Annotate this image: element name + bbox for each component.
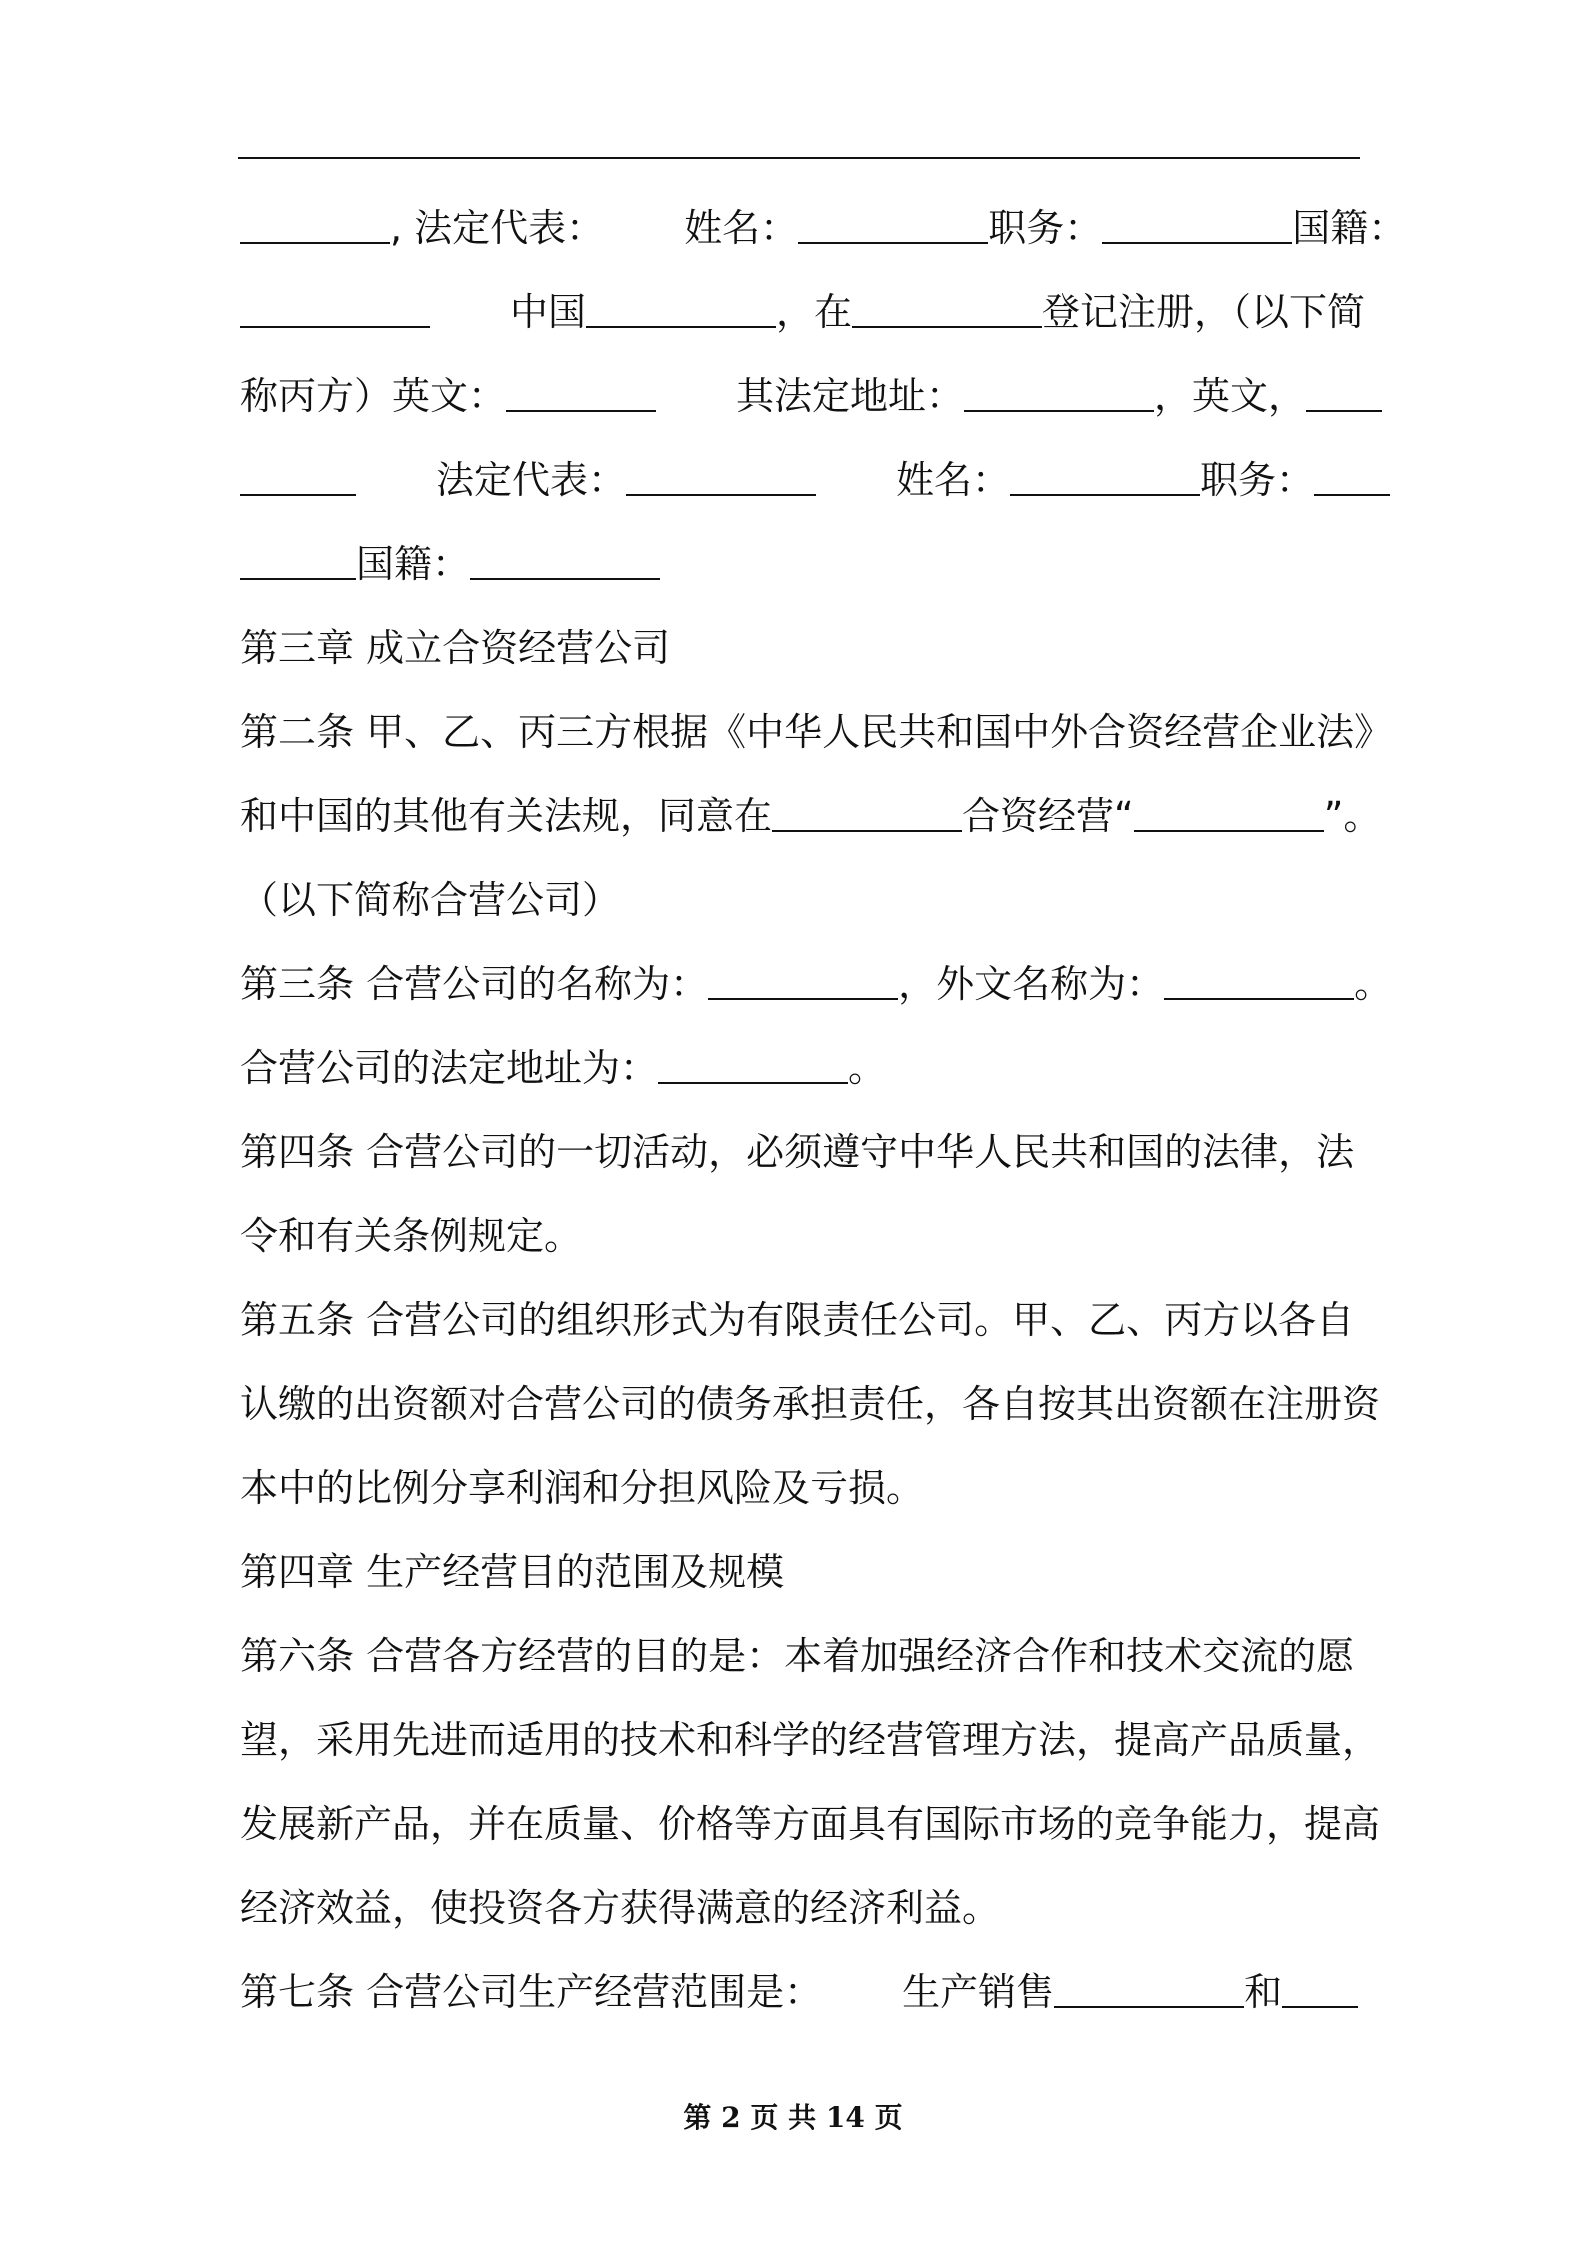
fill-in-blank[interactable]	[1164, 997, 1354, 1000]
line-text: ，外文名称为：	[898, 962, 1165, 1006]
fill-in-blank[interactable]	[708, 997, 898, 1000]
line-text: 法定代表：	[436, 458, 627, 502]
line-text: 国籍：	[356, 542, 471, 586]
text-line	[240, 438, 1360, 522]
text-line	[240, 606, 1360, 690]
fill-in-blank[interactable]	[240, 493, 356, 496]
text-line	[240, 1026, 1360, 1110]
text-line	[240, 1110, 1360, 1194]
line-text: 称丙方）英文：	[240, 374, 507, 418]
line-text: 姓名：	[896, 458, 1011, 502]
line-text: ”。	[1323, 794, 1382, 838]
line-text: , 法定代表：	[390, 206, 605, 250]
line-text: （以下简称合营公司）	[240, 878, 621, 922]
fill-in-blank[interactable]	[1306, 409, 1382, 412]
text-line	[240, 1278, 1360, 1362]
fill-in-blank[interactable]	[772, 829, 962, 832]
fill-in-blank[interactable]	[240, 241, 390, 244]
fill-in-blank[interactable]	[470, 577, 660, 580]
fill-in-blank[interactable]	[586, 325, 776, 328]
text-line	[240, 1782, 1381, 1866]
line-text: 职务：	[1200, 458, 1315, 502]
fill-in-blank[interactable]	[240, 577, 356, 580]
fill-in-blank[interactable]	[852, 325, 1042, 328]
line-text: 第六条 合营各方经营的目的是：本着加强经济合作和技术交流的愿	[240, 1634, 1355, 1678]
line-text: 第五条 合营公司的组织形式为有限责任公司。甲、乙、丙方以各自	[240, 1298, 1355, 1342]
text-line	[240, 942, 1393, 1026]
fill-in-blank[interactable]	[1010, 493, 1200, 496]
line-text: 职务：	[988, 206, 1103, 250]
line-text: 发展新产品，并在质量、价格等方面具有国际市场的竞争能力，提高	[240, 1802, 1381, 1846]
line-text: 第四条 合营公司的一切活动，必须遵守中华人民共和国的法律，法	[240, 1130, 1355, 1174]
fill-in-blank[interactable]	[506, 409, 656, 412]
header-rule	[238, 157, 1360, 159]
fill-in-blank[interactable]	[964, 409, 1154, 412]
fill-in-blank[interactable]	[240, 325, 430, 328]
line-text: 。	[848, 1046, 887, 1090]
text-line	[240, 354, 1360, 438]
line-text: 第七条 合营公司生产经营范围是：	[240, 1970, 823, 2014]
line-text: 第三条 合营公司的名称为：	[240, 962, 709, 1006]
text-line	[240, 690, 1393, 774]
text-line	[240, 522, 1360, 606]
text-line	[240, 1698, 1381, 1782]
line-text: 国籍：	[1292, 206, 1407, 250]
line-text: 认缴的出资额对合营公司的债务承担责任，各自按其出资额在注册资	[240, 1382, 1381, 1426]
line-text: 合资经营“	[962, 794, 1134, 838]
text-line	[240, 1530, 1360, 1614]
line-text: 第三章 成立合资经营公司	[240, 626, 671, 670]
line-text: 姓名：	[684, 206, 799, 250]
fill-in-blank[interactable]	[1282, 2005, 1358, 2008]
fill-in-blank[interactable]	[658, 1081, 848, 1084]
fill-in-blank[interactable]	[1134, 829, 1324, 832]
line-text: 和	[1244, 1970, 1283, 2014]
line-text: 望，采用先进而适用的技术和科学的经营管理方法，提高产品质量，	[240, 1718, 1381, 1762]
fill-in-blank[interactable]	[626, 493, 816, 496]
page-number: 第 2 页 共 14 页	[683, 2101, 903, 2134]
text-line	[240, 1614, 1360, 1698]
line-text: 其法定地址：	[736, 374, 965, 418]
line-text: 合营公司的法定地址为：	[240, 1046, 659, 1090]
text-line	[240, 774, 1382, 858]
text-line	[240, 270, 1366, 354]
line-text: 本中的比例分享利润和分担风险及亏损。	[240, 1466, 925, 1510]
line-text: 中国	[510, 290, 587, 334]
line-text: 第四章 生产经营目的范围及规模	[240, 1550, 785, 1594]
fill-in-blank[interactable]	[1314, 493, 1390, 496]
text-line	[240, 858, 1360, 942]
line-text: 令和有关条例规定。	[240, 1214, 583, 1258]
line-text: 第二条 甲、乙、丙三方根据《中华人民共和国中外合资经营企业法》	[240, 710, 1393, 754]
text-line	[240, 1866, 1360, 1950]
line-text: 。	[1354, 962, 1393, 1006]
line-text: ，在	[776, 290, 853, 334]
line-text: 登记注册，（以下简	[1042, 290, 1366, 334]
line-text: ，英文，	[1154, 374, 1307, 418]
fill-in-blank[interactable]	[1054, 2005, 1244, 2008]
text-line	[240, 186, 1407, 270]
text-line	[240, 1446, 1360, 1530]
document-body	[240, 186, 1407, 2034]
fill-in-blank[interactable]	[1102, 241, 1292, 244]
line-text: 经济效益，使投资各方获得满意的经济利益。	[240, 1886, 1001, 1930]
text-line	[240, 1362, 1381, 1446]
line-text: 生产销售	[902, 1970, 1055, 2014]
fill-in-blank[interactable]	[798, 241, 988, 244]
text-line	[240, 1194, 1360, 1278]
text-line	[240, 1950, 1360, 2034]
line-text: 和中国的其他有关法规，同意在	[240, 794, 773, 838]
